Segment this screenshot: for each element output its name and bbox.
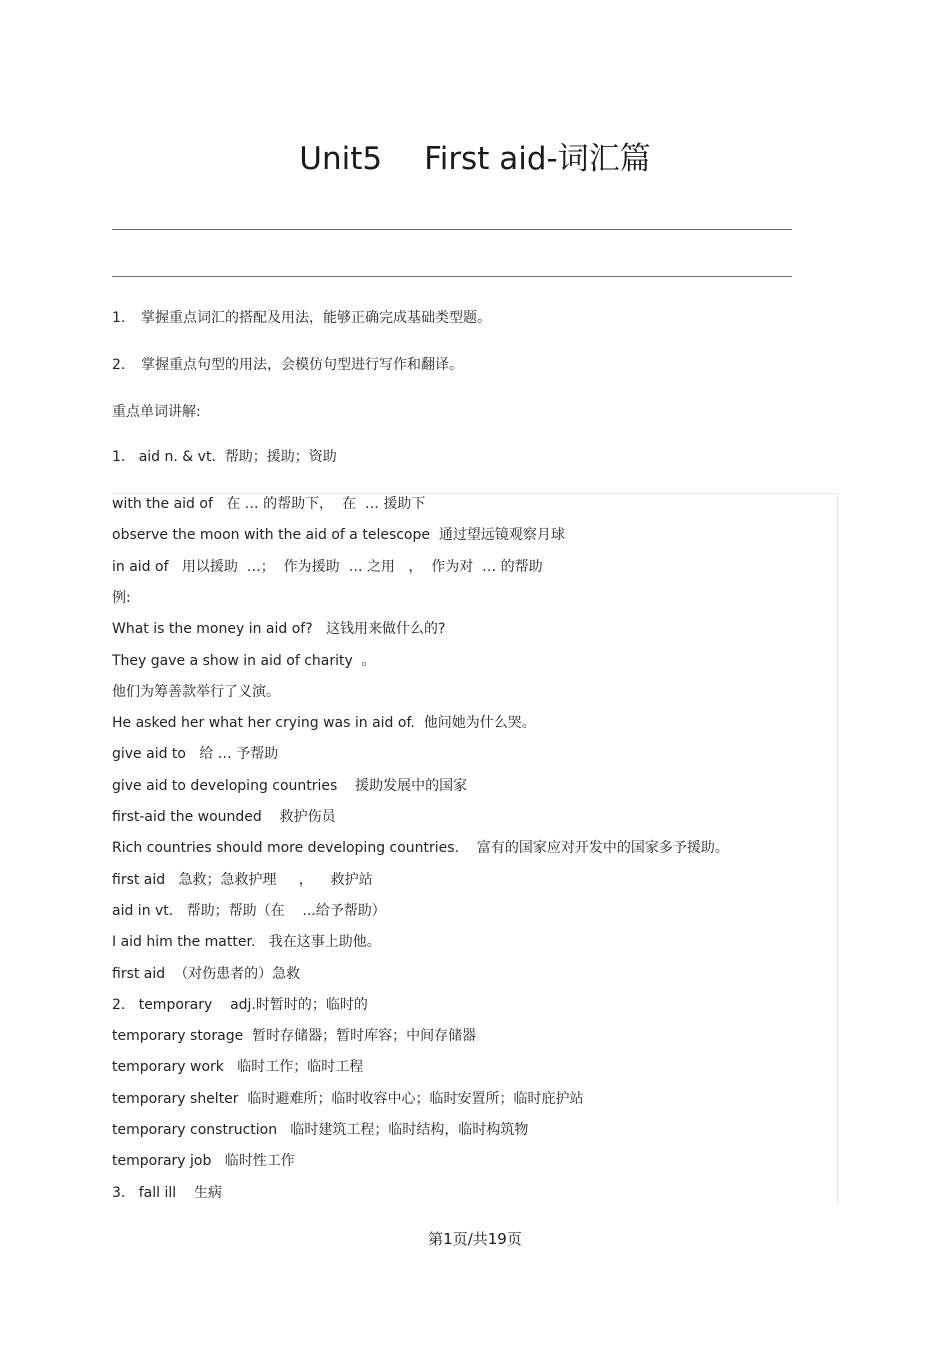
objective-number: 1. [112, 310, 126, 326]
vocab-line: He asked her what her crying was in aid of. 他问她为什么哭。 [112, 715, 536, 731]
vocab-line: 他们为筹善款举行了义演。 [112, 684, 280, 700]
objective-text: 掌握重点词汇的搭配及用法，能够正确完成基础类型题。 [141, 310, 491, 326]
page-title [0, 133, 950, 178]
vocab-line: give aid to developing countries 援助发展中的国家 [112, 778, 468, 794]
vocab-line: temporary shelter 临时避难所；临时收容中心；临时安置所；临时庇护站 [112, 1091, 584, 1107]
vocab-line: 2. temporary adj.时暂时的；临时的 [112, 997, 368, 1013]
objective-2 [112, 354, 463, 374]
vocab-line: with the aid of 在 … 的帮助下， 在 … 援助下 [112, 496, 426, 512]
vocab-entry-aid: 1. aid n. & vt. 帮助；援助；资助 [112, 449, 337, 465]
objective-number: 2. [112, 357, 126, 373]
vocab-line: observe the moon with the aid of a telescope 通过望远镜观察月球 [112, 527, 565, 543]
vocab-line: temporary work 临时工作；临时工程 [112, 1059, 364, 1075]
objective-text: 掌握重点句型的用法，会模仿句型进行写作和翻译。 [141, 357, 463, 373]
vocab-line: give aid to 给 … 予帮助 [112, 746, 279, 762]
vocab-line: temporary job 临时性工作 [112, 1153, 295, 1169]
vocab-line: 3. fall ill 生病 [112, 1185, 222, 1201]
title-unit: Unit5 [299, 141, 383, 177]
objective-1 [112, 307, 491, 327]
blank-line-2 [112, 276, 792, 277]
vocab-line: 例: [112, 590, 131, 606]
vocab-line: temporary storage 暂时存储器；暂时库容；中间存储器 [112, 1028, 477, 1044]
vocab-line: They gave a show in aid of charity 。 [112, 653, 376, 669]
vocab-line: first-aid the wounded 救护伤员 [112, 809, 336, 825]
vocab-line: temporary construction 临时建筑工程；临时结构，临时构筑物 [112, 1122, 529, 1138]
vocab-line: first aid 急救；急救护理 ， 救护站 [112, 872, 373, 888]
vocab-line: first aid （对伤患者的）急救 [112, 966, 301, 982]
section-heading: 重点单词讲解: [112, 404, 201, 420]
vocab-line: in aid of 用以援助 …； 作为援助 … 之用 ， 作为对 … 的帮助 [112, 559, 543, 575]
vocab-line: I aid him the matter. 我在这事上助他。 [112, 934, 381, 950]
page-footer: 第1页/共19页 [428, 1230, 522, 1248]
vocab-line: What is the money in aid of? 这钱用来做什么的? [112, 621, 446, 637]
title-topic: First aid-词汇篇 [424, 141, 651, 177]
vocab-line: Rich countries should more developing countries. 富有的国家应对开发中的国家多予援助。 [112, 840, 729, 856]
vocab-line: aid in vt. 帮助；帮助（在 ...给予帮助） [112, 903, 386, 919]
blank-line-1 [112, 229, 792, 230]
